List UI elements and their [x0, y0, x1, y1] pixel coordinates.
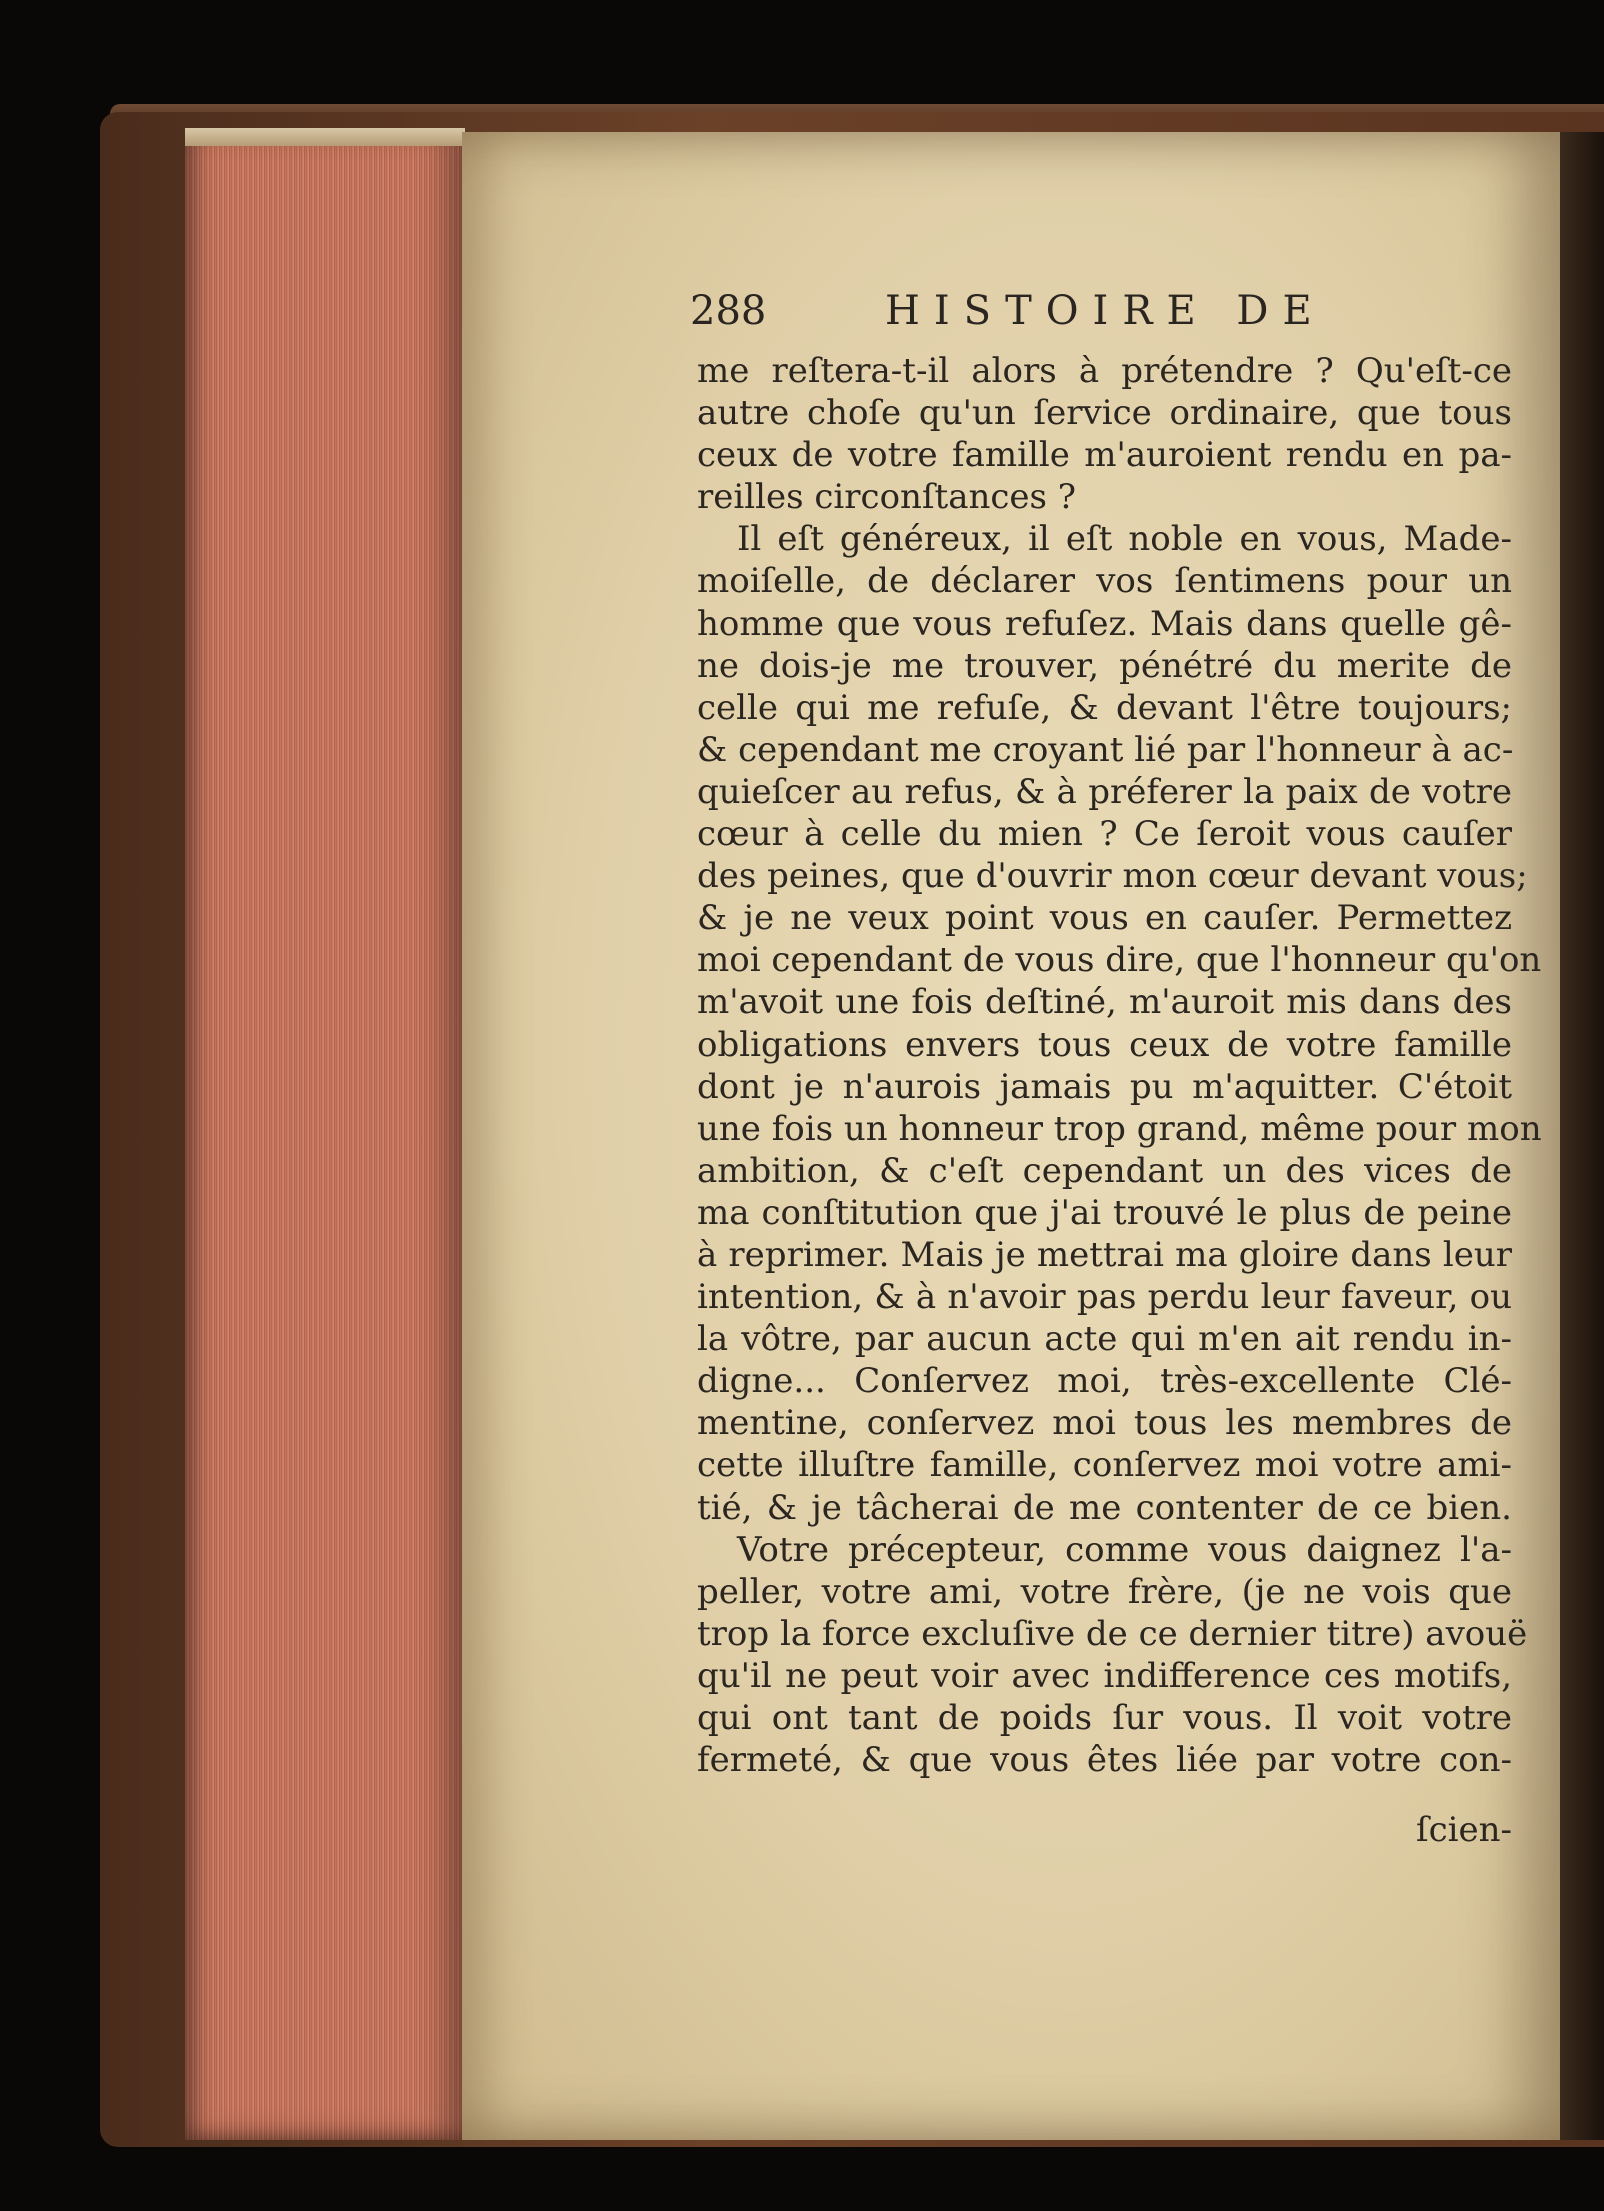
text-line: une fois un honneur trop grand, même pour mon — [697, 1108, 1542, 1149]
text-line: quieſcer au refus, & à préferer la paix de votre — [697, 771, 1512, 812]
text-line: qu'il ne peut voir avec indifference ces motifs, — [697, 1655, 1512, 1696]
text-line: moiſelle, de déclarer vos ſentimens pour un — [697, 561, 1512, 602]
text-line: cette illuſtre famille, conſervez moi votre ami- — [697, 1445, 1512, 1486]
text-line: ne dois-je me trouver, pénétré du merite de — [697, 645, 1512, 686]
text-line: tié, & je tâcherai de me contenter de ce bien. — [697, 1487, 1512, 1528]
text-line: ma conſtitution que j'ai trouvé le plus de peine — [697, 1192, 1512, 1233]
text-line: peller, votre ami, votre frère, (je ne vois que — [697, 1571, 1512, 1612]
text-line: digne... Conſervez moi, très-excellente Clé- — [697, 1361, 1512, 1402]
text-line: m'avoit une fois deſtiné, m'auroit mis dans des — [697, 982, 1512, 1023]
facing-page-gutter — [1560, 132, 1604, 2140]
text-line: autre choſe qu'un ſervice ordinaire, que tous — [697, 393, 1512, 434]
text-line: mentine, conſervez moi tous les membres de — [697, 1403, 1512, 1444]
page-block-top — [185, 128, 465, 146]
text-line: intention, & à n'avoir pas perdu leur faveur, ou — [697, 1277, 1512, 1318]
catchword: ſcien- — [1415, 1810, 1512, 1850]
text-line: des peines, que d'ouvrir mon cœur devant vous; — [697, 856, 1528, 897]
text-line: & je ne veux point vous en cauſer. Permettez — [697, 898, 1512, 939]
text-line: cœur à celle du mien ? Ce ſeroit vous cauſer — [697, 814, 1512, 855]
text-line: & cependant me croyant lié par l'honneur à ac- — [697, 729, 1514, 770]
text-line: homme que vous refuſez. Mais dans quelle gê- — [697, 603, 1512, 644]
page-header — [690, 288, 1530, 338]
text-line: moi cependant de vous dire, que l'honneur qu'on — [697, 940, 1542, 981]
body-text — [697, 350, 1542, 1781]
text-line: Votre précepteur, comme vous daignez l'a- — [737, 1529, 1512, 1570]
text-line: dont je n'aurois jamais pu m'aquitter. C'étoit — [697, 1066, 1512, 1107]
text-line: ceux de votre famille m'auroient rendu en pa- — [697, 435, 1512, 476]
text-line: obligations envers tous ceux de votre famille — [697, 1024, 1512, 1065]
text-line: Il eſt généreux, il eſt noble en vous, Made- — [737, 519, 1512, 560]
text-line: trop la force excluſive de ce dernier titre) avouë — [697, 1613, 1528, 1654]
page-number: 288 — [690, 288, 767, 334]
text-line: qui ont tant de poids ſur vous. Il voit votre — [697, 1698, 1512, 1738]
text-line: fermeté, & que vous êtes liée par votre con- — [697, 1740, 1512, 1781]
text-line: la vôtre, par aucun acte qui m'en ait rendu in- — [697, 1319, 1512, 1360]
running-title: HISTOIRE DE — [885, 288, 1326, 334]
page-block-edges — [185, 128, 465, 2140]
text-line: me reſtera-t-il alors à prétendre ? Qu'eſt-ce — [697, 351, 1512, 391]
text-line: reilles circonſtances ? — [697, 477, 1077, 518]
text-line: celle qui me refuſe, & devant l'être toujours; — [697, 687, 1512, 728]
text-line: à reprimer. Mais je mettrai ma gloire dans leur — [697, 1234, 1512, 1275]
text-line: ambition, & c'eſt cependant un des vices de — [697, 1150, 1512, 1191]
